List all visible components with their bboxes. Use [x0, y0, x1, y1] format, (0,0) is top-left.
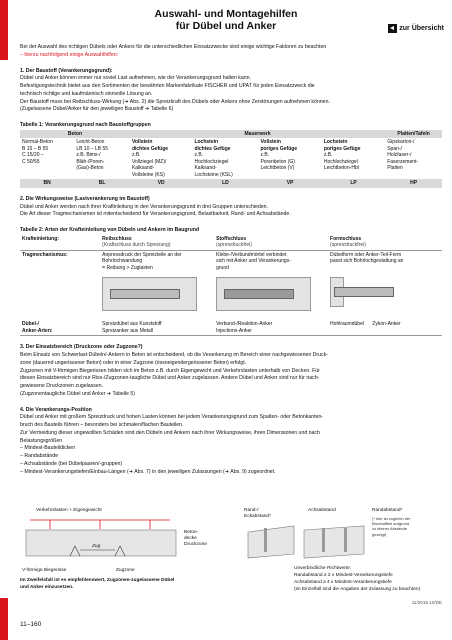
table-1-code: BN [20, 179, 74, 188]
section-2-title: 2. Die Wirkungsweise (Lastverankerung im Baustoff) [20, 195, 150, 202]
row-label: Tragmechanismus: [22, 251, 68, 258]
section-1-text: Der Baustoff muss bei Reibschluss-Wirkung (➜ Abs. 2) die Spreizkraft des Dübels oder Ankers ohne Zerstörungen aufnehmen können. [20, 98, 330, 105]
section-1-text: technisch richtige und kaufmännisch sinnvolle Lösung an. [20, 90, 153, 97]
row-label: Dübel-/ [22, 321, 39, 328]
table-1-code: VD [130, 179, 193, 188]
spacing-diagram [244, 522, 369, 562]
back-label: zur Übersicht [399, 25, 444, 32]
table-2-title: Tabelle 2: Arten der Krafteinleitung von Dübeln und Ankern im Baugrund [20, 227, 200, 233]
figure-label: Randabstand* [372, 508, 403, 513]
table-1-code: BL [74, 179, 130, 188]
table-1-cell: Vollstein dichtes Gefüge z.B. Vollziegel (MZ)/ Kalksand- Vollsteine (KS) [131, 139, 169, 178]
section-1-text: Befestigungstechnik bietet aus den Sortimenten der bewährten Markenfabrikate FISCHER und UPAT für jeden Einsatzzweck die [20, 83, 315, 89]
title-line1: Auswahl- und Montagehilfen [154, 8, 298, 20]
section-4-text: Dübel und Anker mit großem Spreizdruck und hohen Lasten können bei jedem Verankerungsgrund zum Spalten- oder Betonkanten- [20, 414, 324, 421]
section-2-text: Die Art dieser Tragmechanismen ist mitentscheidend für Verankerungsgrund, Belastbarkeit, Rand- und Achsabstände. [20, 211, 291, 218]
table-1-cell: Normal-Beton B 15 – B 55 C 15/20 – C 50/55 [22, 139, 53, 165]
section-4-list-item: – Achsabstände (bei Dübelpaaren/-gruppen) [20, 460, 123, 467]
figure-note: Randabstand ≥ 2 x Mindest-Verankerungstiefe [294, 573, 393, 578]
section-2-text: Dübel und Anker werden nach ihrer Kraftinleitung in den Verankerungsgrund in drei Gruppen unterschieden. [20, 203, 269, 210]
table-1-title: Tabelle 1: Verankerungsgrund nach Baustoffgruppen [20, 122, 151, 128]
table-2-cell: Klebe-/Verbundmörtel verbindet sich mit Anker und Verankerungs- grund [214, 250, 328, 320]
back-to-overview-link[interactable] [388, 24, 444, 33]
figure-label: Achsabstand [308, 508, 336, 513]
table-1-cell: Leicht-Beton LB 10 – LB 55 z.B. Bims-/ Bläh-/Poren- (Gas)-Beton [76, 139, 109, 172]
section-4-text: Belastungsgrößen [20, 437, 63, 444]
section-3-text: zone (dauernd ungerissener Beton) oder in einer Zugzone (rissneigendergerissener Beton) erfolgt. [20, 359, 247, 366]
table-1-cell: Vollstein poriges Gefüge z.B. Porenbeton (G) Leichtbeton (V) [260, 139, 298, 172]
concrete-slab-diagram [20, 516, 180, 566]
col-head: Reibschluss [102, 235, 132, 242]
section-4-list-item: – Mindest-Bauteildicken [20, 445, 76, 452]
figure-label: Rand-/ Eckabstand* [244, 508, 271, 520]
table-2-cell: Anpressdruck der Spreizteile an der Bohrlochwandung = Reibung > Zuglasten [100, 250, 214, 320]
figure-label: V-förmige Biegerisse [22, 568, 67, 573]
table-1 [20, 130, 442, 188]
table-2-cell: Dübelform oder Anker-Teil-Form passt sich Bohrlochgestaltung an [328, 250, 442, 320]
figure-note: und Anker einzusetzen. [20, 585, 74, 590]
figure-note: (im Einzelfall sind die Angaben der Zulassung zu beachten) [294, 587, 421, 592]
section-3-text: (Zugzonentaugliche Dübel und Anker ➜ Tabelle 5) [20, 390, 135, 397]
table-2-cell: Spreizdübel aus Kunststoff Spreizanker aus Metall [100, 320, 214, 336]
chemical-anchor-illustration [216, 271, 326, 319]
main-content [20, 44, 442, 476]
figure-side-label: Beton- decke Druckzone [184, 530, 207, 548]
row-label: Krafteinleitung: [22, 235, 59, 242]
section-3-text: Beim Einsatz von Schwerlast-Dübeln/-Ankern in Beton ist entscheidend, ob die Verankerung im Bereich einer nachgewiesenen Druck- [20, 352, 328, 358]
table-1-code: LD [192, 179, 258, 188]
table-2-cell: Verbund-/Reaktion-Anker Injections-Anker [214, 320, 328, 336]
figure-note: (* hier ist zugleich der Bruchaffekt aufgrund zu kleiner Abstände gezeigt) [372, 516, 411, 537]
page-header [0, 8, 452, 32]
page-number: 11–160 [20, 621, 42, 628]
table-1-header: Platten/Tafeln [385, 130, 442, 139]
section-1-text: (Zugelassene Dübel/Anker für den jeweiligen Baustoff ➜ Tabelle 6) [20, 106, 174, 113]
figure-label: Verkehrslasten + Eigengewicht [36, 508, 102, 513]
section-4-title: 4. Die Verankerungs-Position [20, 406, 92, 413]
figure-note: Im Zweifelsfall ist es empfehlenswert, Zugzonen-zugelassene Dübel [20, 578, 175, 583]
cavity-anchor-illustration [330, 265, 440, 313]
table-1-code: VP [258, 179, 321, 188]
table-1-cell: Gipskarton-/ Span-/ Holzfaser-/ Faserzement- Platten [387, 139, 419, 172]
red-edge-marker-bottom [0, 598, 8, 640]
table-1-cell: Lochstein dichtes Gefüge z.B. Hochlochziegel Kalksand- Lochsteine (KSL) [194, 139, 233, 178]
figure-label: Zug [92, 544, 101, 549]
table-2-cell: Hohlraumdübel Zykon-Anker [328, 320, 442, 336]
table-1-header: Beton [20, 130, 130, 139]
figures [20, 508, 442, 593]
figure-label: Zugzone [116, 568, 135, 573]
table-1-code: LP [322, 179, 385, 188]
section-3-text: gewiesene Druckzonen zugelassen. [20, 383, 104, 389]
table-1-code: HP [385, 179, 442, 188]
col-head: Stoffschluss [216, 235, 247, 242]
section-4-list-item: – Mindest-Verankerungstiefen/Einbau-Längen (➜ Abs. 7) in den jeweiligen Zulassungen (➜ Abs. 9) zugeordnet. [20, 468, 276, 475]
arrow-left-icon [388, 24, 397, 33]
expansion-anchor-illustration [102, 271, 212, 319]
section-4-text: Zur Vermeidung dieser ungewollten Schäden sind den Dübeln und Ankern nach ihrer Wirkungsweise, ihren Dimensionen und nach [20, 429, 320, 436]
intro-text-2: – hierzu nachfolgend einige Auswahlhilfen: [20, 51, 119, 58]
section-4-text: bruch des Bauteils führen – besonders bei schmalen/flachen Bauteilen. [20, 422, 184, 428]
intro-text: Bei der Auswahl des richtigen Dübels oder Ankers für die unterschiedlichen Einsatzzwecke sind einige wichtige Faktoren zu beachten [20, 44, 327, 50]
edition-code: 11/2019.10/DE [411, 600, 442, 605]
table-2: Krafteinleitung: Reibschluss (Kraftschluss durch Spreizung) Stoffschluss (spreizdruckfrei) Formschluss (spreizdruckfrei) Tragmechanismus: Anpressdruck der Spreizteile an der Bohrlochwandung = Reibung > Zuglasten Klebe-/Verbundmörtel verbindet sich mit Anker und Verankerungs- grund Dübelform oder Anker-Teil-Form passt sich Bohrlochgestaltung an Dübel-/ Anker-Arten: Spreizdübel aus Kunststoff Spreizanker aus Metall Verbund-/Reaktion-Anker Injections-Anker Hohlraumdübel Zykon-Anker [20, 235, 442, 337]
section-4-list-item: – Randabstände [20, 453, 59, 459]
figure-note: Achsabstand ≥ 4 x Mindest-Verankerungstiefe [294, 580, 392, 585]
section-3-text: diesen Einsatzbereich sind nur Riss-/Zugzonen-taugliche Dübel und Anker zugelassen. Andere Dübel und Anker sind nur für nach- [20, 375, 320, 382]
section-3-text: Zugzonen mit V-förmigen Biegerissen bilden sich im Beton z.B. durch Eigengewicht und Verkehrslasten unterhalb von Decken. Für [20, 367, 320, 374]
section-1-title: 1. Der Baustoff (Verankerungsgrund): [20, 67, 113, 74]
figure-note: Unverbindliche Richtwerte: [294, 566, 352, 571]
section-3-title: 3. Der Einsatzbereich (Druckzone oder Zugzone?) [20, 344, 143, 351]
table-1-cell: Lochstein poriges Gefüge z.B. Hochlochziegel Leichtbeton-Hbl [323, 139, 361, 172]
col-head: Formschluss [330, 235, 362, 242]
table-1-header: Mauerwerk [130, 130, 385, 139]
section-1-text: Dübel und Anker können immer nur soviel Last aufnehmen, wie der Verankerungsgrund halten kann. [20, 75, 251, 82]
title-line2: für Dübel und Anker [175, 20, 277, 33]
